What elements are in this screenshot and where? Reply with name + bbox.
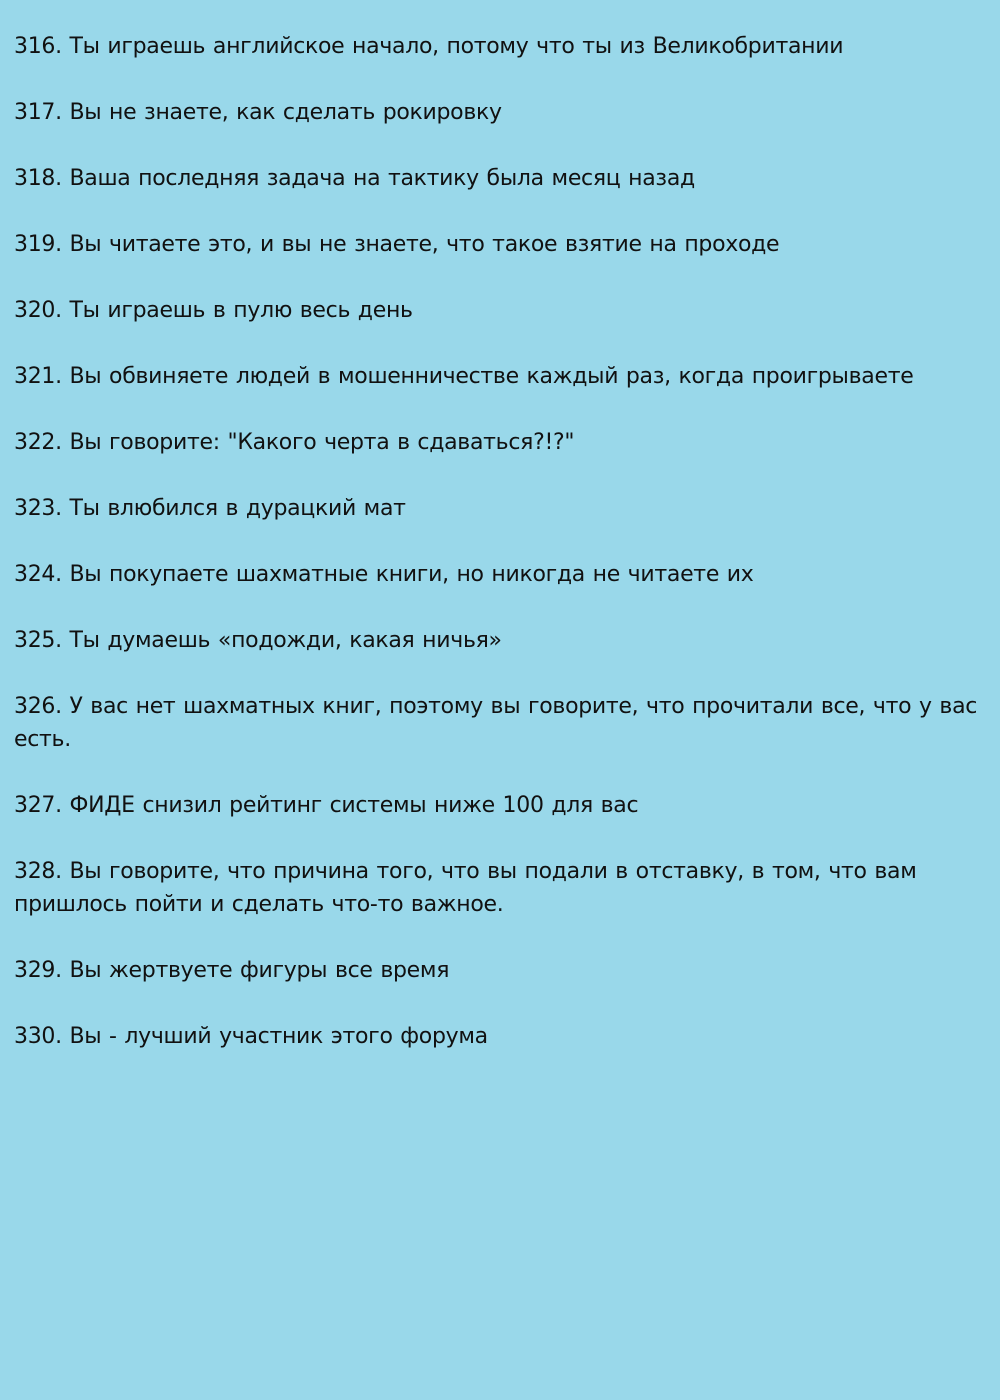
list-item-328: 328. Вы говорите, что причина того, что вы подали в отставку, в том, что вам пришлось пойти и сделать что-то важное. — [14, 859, 917, 917]
list-item-323: 323. Ты влюбился в дурацкий мат — [14, 496, 406, 521]
list-item-316: 316. Ты играешь английское начало, потому что ты из Великобритании — [14, 34, 844, 59]
list-item-321: 321. Вы обвиняете людей в мошенничестве каждый раз, когда проигрываете — [14, 364, 914, 389]
list-item-320: 320. Ты играешь в пулю весь день — [14, 298, 413, 323]
list-item-322: 322. Вы говорите: "Какого черта в сдаваться?!?" — [14, 430, 575, 455]
list-item-318: 318. Ваша последняя задача на тактику была месяц назад — [14, 166, 695, 191]
list-item-327: 327. ФИДЕ снизил рейтинг системы ниже 100 для вас — [14, 793, 639, 818]
list-item-317: 317. Вы не знаете, как сделать рокировку — [14, 100, 502, 125]
list-item-319: 319. Вы читаете это, и вы не знаете, что такое взятие на проходе — [14, 232, 780, 257]
list-item-329: 329. Вы жертвуете фигуры все время — [14, 958, 450, 983]
list-item-324: 324. Вы покупаете шахматные книги, но никогда не читаете их — [14, 562, 754, 587]
list-item-325: 325. Ты думаешь «подожди, какая ничья» — [14, 628, 502, 653]
list-page — [14, 30, 986, 1086]
list-item-326: 326. У вас нет шахматных книг, поэтому вы говорите, что прочитали все, что у вас есть. — [14, 694, 978, 752]
list-item-330: 330. Вы - лучший участник этого форума — [14, 1024, 488, 1049]
